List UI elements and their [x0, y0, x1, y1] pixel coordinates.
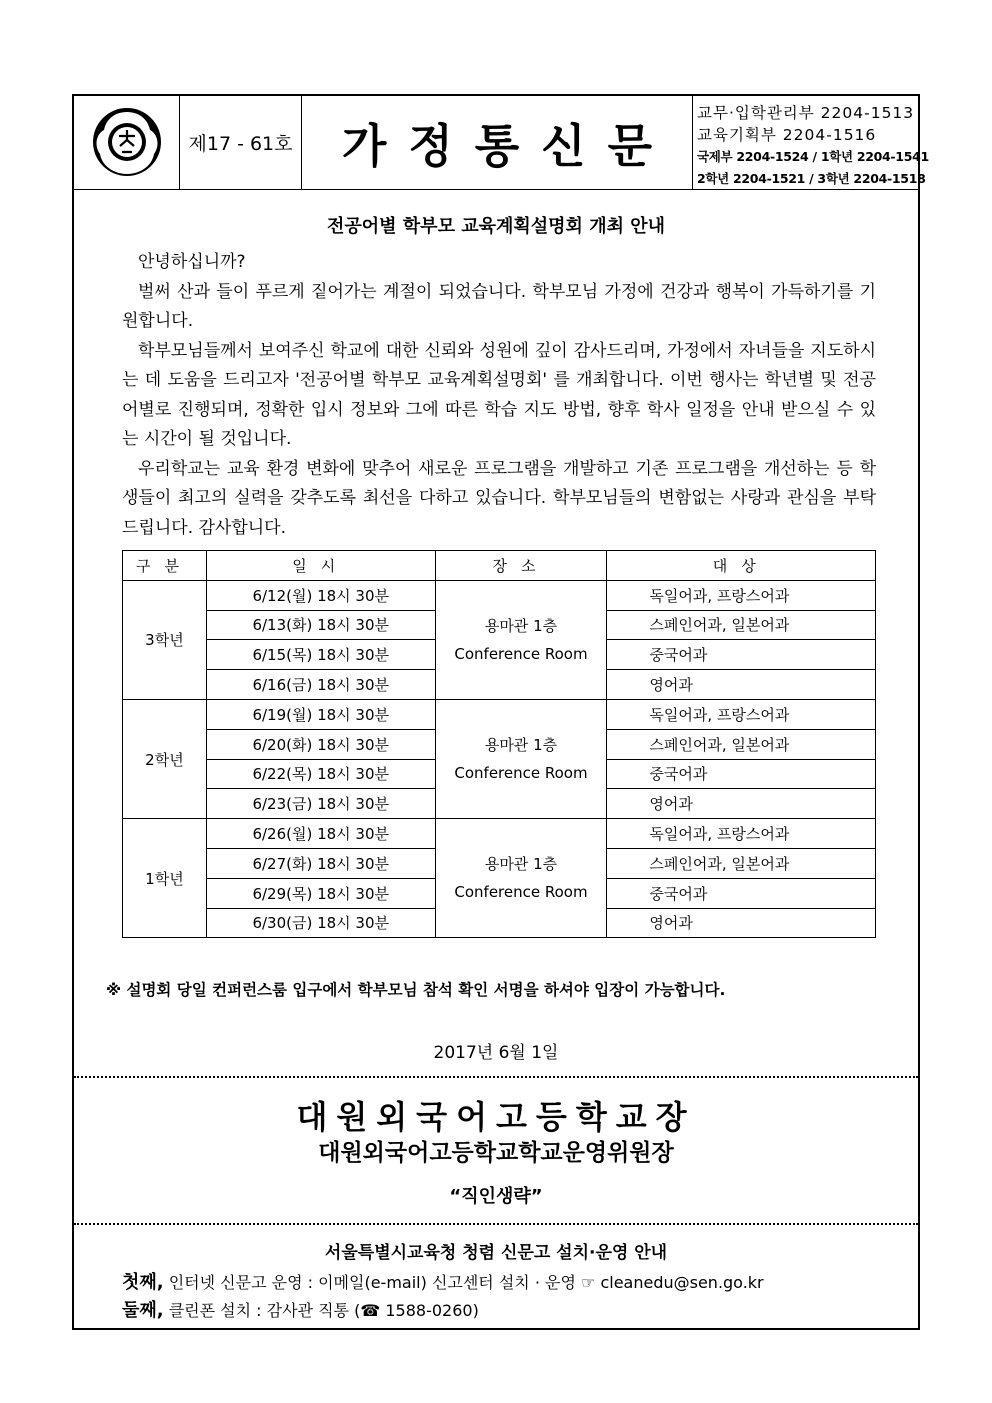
place-room: Conference Room: [454, 644, 588, 663]
integrity-title: 서울특별시교육청 청렴 신문고 설치·운영 안내: [324, 1243, 668, 1263]
principal-signature: 대원외국어고등학교장: [296, 1098, 696, 1136]
time-cell: 6/22(목) 18시 30분: [206, 759, 435, 789]
line2-lead: 둘째,: [122, 1300, 164, 1321]
place-building: 용마관 1층: [484, 736, 558, 755]
table-row: [123, 819, 876, 849]
target-cell: 독일어과, 프랑스어과: [607, 699, 876, 729]
header-category: 구분: [123, 551, 207, 581]
header-target: 대상: [607, 551, 876, 581]
greeting-paragraph: 안녕하십니까?: [138, 252, 246, 272]
schedule-table: [122, 550, 876, 938]
newsletter-title: 가정통신문: [302, 96, 693, 189]
school-logo: [74, 96, 180, 189]
place-cell: [435, 699, 607, 818]
contact-grades: 2학년 2204-1521 / 3학년 2204-1518: [697, 171, 926, 186]
place-cell: [435, 580, 607, 699]
time-cell: 6/26(월) 18시 30분: [206, 819, 435, 849]
dotted-divider-bottom: [74, 1223, 918, 1225]
season-paragraph: 벌써 산과 들이 푸르게 짙어가는 계절이 되었습니다. 학부모님 가정에 건강과 행복이 가득하기를 기원합니다.: [122, 281, 876, 331]
dotted-divider-top: [74, 1076, 918, 1078]
target-cell: 영어과: [607, 908, 876, 938]
grade-cell: 3학년: [123, 580, 207, 699]
target-cell: 스페인어과, 일본어과: [607, 610, 876, 640]
target-cell: 중국어과: [607, 878, 876, 908]
target-cell: 독일어과, 프랑스어과: [607, 580, 876, 610]
newsletter-header: [74, 96, 929, 190]
closing-paragraph: 우리학교는 교육 환경 변화에 맞추어 새로운 프로그램을 개발하고 기존 프로그램을 개선하는 등 학생들이 최고의 실력을 갖추도록 최선을 다하고 있습니다. 학부모님들의 변함없는 사랑과 관심을 부탁드립니다. 감사합니다.: [122, 458, 876, 538]
time-cell: 6/15(목) 18시 30분: [206, 640, 435, 670]
line1-lead: 첫째,: [122, 1272, 164, 1293]
issue-date: 2017년 6월 1일: [433, 1043, 559, 1063]
place-building: 용마관 1층: [484, 616, 558, 635]
target-cell: 중국어과: [607, 759, 876, 789]
contact-international: 국제부 2204-1524 / 1학년 2204-1541: [697, 149, 929, 164]
target-cell: 영어과: [607, 789, 876, 819]
line1-text: 인터넷 신문고 운영 : 이메일(e-mail) 신고센터 설치 · 운영 ☞ cleanedu@sen.go.kr: [168, 1273, 764, 1292]
time-cell: 6/19(월) 18시 30분: [206, 699, 435, 729]
time-cell: 6/16(금) 18시 30분: [206, 670, 435, 700]
header-datetime: 일시: [206, 551, 435, 581]
time-cell: 6/29(목) 18시 30분: [206, 878, 435, 908]
target-cell: 중국어과: [607, 640, 876, 670]
document-title: 전공어별 학부모 교육계획설명회 개최 안내: [326, 216, 666, 237]
place-room: Conference Room: [454, 883, 588, 902]
target-cell: 영어과: [607, 670, 876, 700]
grade-cell: 1학년: [123, 819, 207, 938]
seal-omitted: “직인생략”: [449, 1186, 543, 1207]
entry-notice: ※ 설명회 당일 컨퍼런스룸 입구에서 학부모님 참석 확인 서명을 하셔야 입장이 가능합니다.: [106, 981, 726, 999]
table-row: [123, 580, 876, 610]
committee-signature: 대원외국어고등학교학교운영위원장: [318, 1140, 674, 1166]
time-cell: 6/23(금) 18시 30분: [206, 789, 435, 819]
contact-academic: 교무·입학관리부 2204-1513: [697, 104, 915, 122]
integrity-line-1: [122, 1268, 764, 1294]
time-cell: 6/30(금) 18시 30분: [206, 908, 435, 938]
event-paragraph: 학부모님들께서 보여주신 학교에 대한 신뢰와 성원에 깊이 감사드리며, 가정에서 자녀들을 지도하시는 데 도움을 드리고자 '전공어별 학부모 교육계획설명회' 를 개최합니다. 이번 행사는 학년별 및 전공어별로 진행되며, 정확한 입시 정보와 그에 따른 학습 지도 방법, 향후 학사 일정을 안내 받으실 수 있는 시간이 될 것입니다.: [122, 340, 876, 449]
grade-cell: 2학년: [123, 699, 207, 818]
table-row: [123, 699, 876, 729]
time-cell: 6/27(화) 18시 30분: [206, 848, 435, 878]
line2-text: 클린폰 설치 : 감사관 직통 (☎ 1588-0260): [168, 1301, 479, 1320]
newsletter-frame: [72, 94, 929, 1330]
place-room: Conference Room: [454, 764, 588, 783]
target-cell: 스페인어과, 일본어과: [607, 848, 876, 878]
contact-list: [693, 96, 929, 189]
issue-number: 제17 - 61호: [180, 96, 302, 189]
contact-planning: 교육기획부 2204-1516: [697, 126, 877, 144]
time-cell: 6/20(화) 18시 30분: [206, 729, 435, 759]
table-header-row: [123, 551, 876, 581]
place-cell: [435, 819, 607, 938]
place-building: 용마관 1층: [484, 855, 558, 874]
header-place: 장소: [435, 551, 607, 581]
integrity-line-2: [122, 1296, 479, 1322]
target-cell: 독일어과, 프랑스어과: [607, 819, 876, 849]
time-cell: 6/13(화) 18시 30분: [206, 610, 435, 640]
target-cell: 스페인어과, 일본어과: [607, 729, 876, 759]
letter-body: [122, 248, 876, 543]
time-cell: 6/12(월) 18시 30분: [206, 580, 435, 610]
